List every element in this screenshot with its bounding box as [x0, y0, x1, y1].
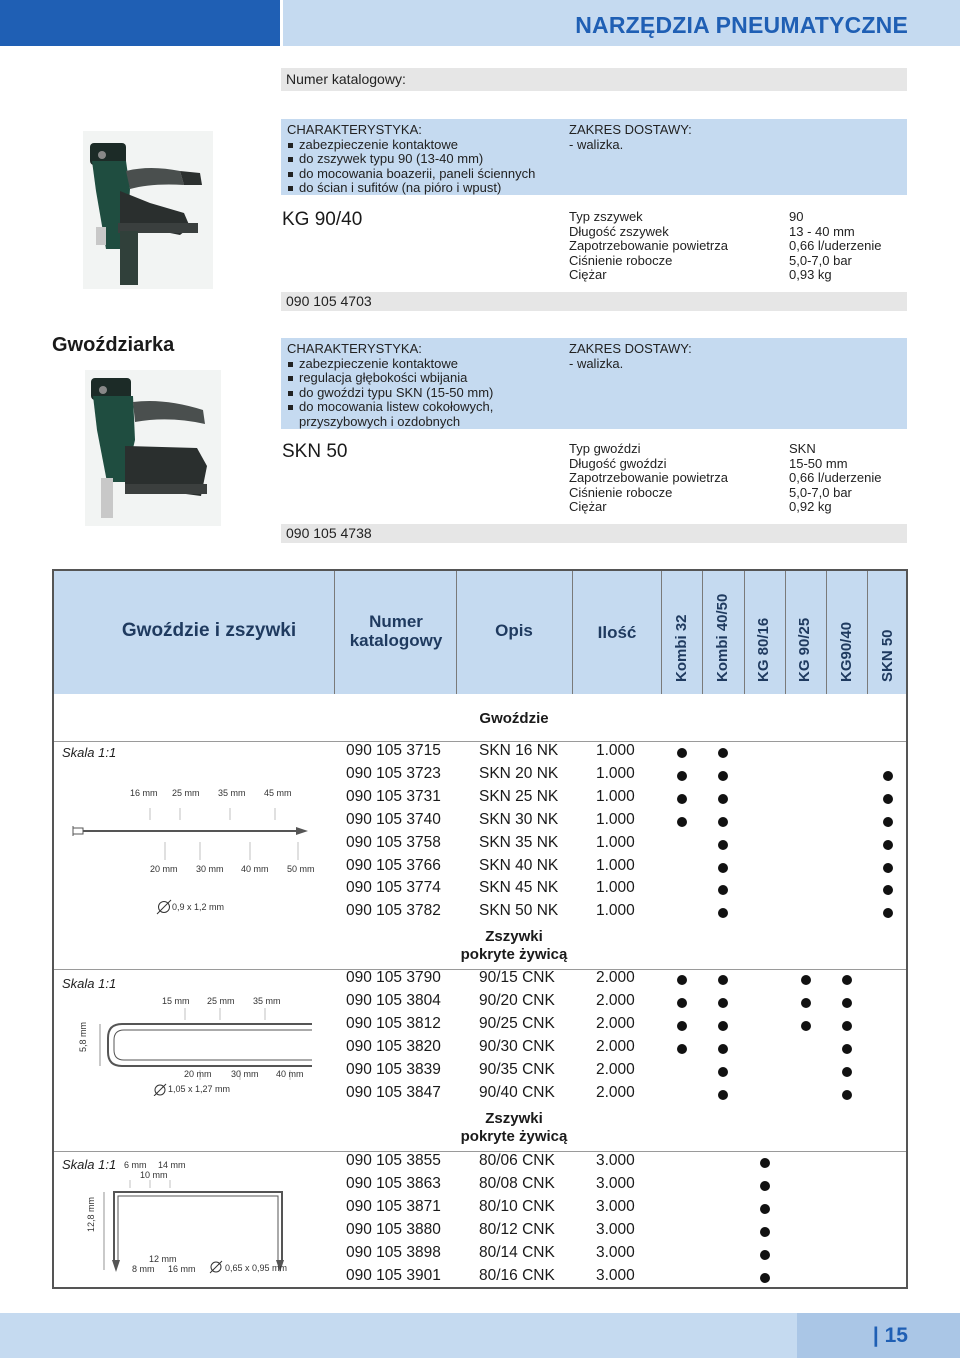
quantity-cell: 3.000 — [596, 1152, 635, 1169]
quantity-cell: 1.000 — [596, 879, 635, 897]
compatibility-dot — [883, 863, 893, 873]
delivery-item: - walizka. — [569, 355, 624, 371]
col-header-kg-90-25: KG 90/25 — [796, 617, 813, 682]
scale-label: Skala 1:1 — [62, 1157, 117, 1172]
quantity-cell: 1.000 — [596, 902, 635, 920]
table-row — [346, 834, 906, 857]
compatibility-dot — [677, 794, 687, 804]
catalog-number-cell: 090 105 3790 — [346, 969, 441, 986]
catalog-label: Numer katalogowy: — [286, 71, 406, 87]
description-cell: SKN 20 NK — [479, 764, 559, 782]
description-cell: 80/10 CNK — [479, 1197, 555, 1215]
quantity-cell: 3.000 — [596, 1174, 635, 1192]
group-subhead-staples-90: Zszywki pokryte żywicą — [460, 928, 568, 963]
header-accent-block — [0, 0, 280, 46]
table-title: Gwoździe i zszywki — [121, 620, 297, 641]
spec-value: 0,66 l/uderzenie — [789, 470, 882, 486]
gauge-label: 1,05 x 1,27 mm — [168, 1084, 231, 1094]
spec-label: Ciśnienie robocze — [569, 252, 673, 268]
header-divider — [826, 571, 827, 694]
header-divider — [661, 571, 662, 694]
quantity-cell: 1.000 — [596, 856, 635, 874]
header-divider — [572, 571, 573, 694]
col-header-kg90-40: KG90/40 — [838, 621, 855, 682]
description-cell: 80/14 CNK — [479, 1243, 555, 1261]
spec-value: 5,0-7,0 bar — [789, 252, 852, 268]
quantity-cell: 2.000 — [596, 969, 635, 986]
table-row — [346, 1175, 906, 1198]
compatibility-dot — [842, 998, 852, 1008]
catalog-number-cell: 090 105 3901 — [346, 1266, 441, 1284]
table-row — [346, 811, 906, 834]
delivery-title: ZAKRES DOSTAWY: — [569, 122, 692, 137]
quantity-cell: 2.000 — [596, 1083, 635, 1101]
quantity-cell: 3.000 — [596, 1220, 635, 1238]
table-row — [346, 1061, 906, 1084]
col-header-kg-80-16: KG 80/16 — [755, 617, 772, 682]
compatibility-dot — [842, 1090, 852, 1100]
table-row — [346, 1015, 906, 1038]
compatibility-dot — [718, 1021, 728, 1031]
compatibility-dot — [718, 794, 728, 804]
spec-label: Typ zszywek — [569, 209, 643, 224]
spec-values-skn50 — [789, 442, 882, 515]
catalog-number-cell: 090 105 3740 — [346, 810, 441, 828]
description-cell: SKN 40 NK — [479, 856, 559, 874]
compatibility-dot — [677, 1044, 687, 1054]
quantity-cell: 1.000 — [596, 742, 635, 759]
col-header-kombi-40-50: Kombi 40/50 — [714, 593, 731, 682]
feature-item: zabezpieczenie kontaktowe — [287, 138, 535, 153]
table-row — [346, 1198, 906, 1221]
description-cell: 90/35 CNK — [479, 1060, 555, 1078]
description-cell: SKN 50 NK — [479, 902, 559, 920]
spec-label: Długość gwoździ — [569, 455, 667, 471]
spec-label: Typ gwoździ — [569, 441, 641, 456]
dim-label: 15 mm — [162, 996, 190, 1006]
compatibility-dot — [677, 975, 687, 985]
catalog-code: 090 105 4738 — [286, 525, 372, 541]
spec-value: SKN — [789, 441, 816, 456]
spec-label: Długość zszywek — [569, 223, 669, 239]
compatibility-dot — [677, 998, 687, 1008]
page-title: NARZĘDZIA PNEUMATYCZNE — [575, 12, 908, 38]
group-subhead-staples-80: Zszywki pokryte żywicą — [460, 1110, 568, 1145]
scale-label: Skala 1:1 — [62, 976, 117, 991]
quantity-cell: 3.000 — [596, 1197, 635, 1215]
compatibility-dot — [718, 771, 728, 781]
spec-label: Ciśnienie robocze — [569, 484, 673, 500]
feature-item: do mocowania listew cokołowych, — [287, 400, 493, 415]
dim-label: 45 mm — [264, 788, 292, 798]
catalog-number-cell: 090 105 3731 — [346, 787, 441, 805]
compatibility-dot — [883, 908, 893, 918]
dim-label: 5,8 mm — [78, 1021, 88, 1052]
catalog-number-cell: 090 105 3782 — [346, 902, 441, 920]
catalog-code-bar-skn50 — [281, 524, 907, 543]
dim-label: 30 mm — [196, 864, 224, 874]
spec-value: 0,66 l/uderzenie — [789, 238, 882, 254]
compatibility-dot — [842, 975, 852, 985]
description-cell: SKN 45 NK — [479, 879, 559, 897]
catalog-number-cell: 090 105 3820 — [346, 1037, 441, 1055]
compatibility-dot — [718, 863, 728, 873]
dim-label: 16 mm — [130, 788, 158, 798]
description-cell: SKN 35 NK — [479, 833, 559, 851]
description-cell: SKN 25 NK — [479, 787, 559, 805]
spec-value: 15-50 mm — [789, 455, 848, 471]
dim-label: 25 mm — [172, 788, 200, 798]
description-cell: 90/25 CNK — [479, 1014, 555, 1032]
compatibility-dot — [760, 1204, 770, 1214]
quantity-cell: 3.000 — [596, 1266, 635, 1284]
catalog-number-cell: 090 105 3774 — [346, 879, 441, 897]
section-title: Gwoździarka — [52, 334, 175, 356]
description-cell: 80/08 CNK — [479, 1174, 555, 1192]
catalog-number-cell: 090 105 3855 — [346, 1152, 441, 1169]
dim-label: 20 mm — [184, 1069, 212, 1079]
description-cell: 90/30 CNK — [479, 1037, 555, 1055]
compatibility-dot — [842, 1021, 852, 1031]
compatibility-dot — [677, 771, 687, 781]
col-header-ilosc: Ilość — [597, 623, 637, 642]
compatibility-dot — [801, 975, 811, 985]
table-row — [346, 1038, 906, 1061]
spec-value: 5,0-7,0 bar — [789, 484, 852, 500]
table-row — [346, 1221, 906, 1244]
description-cell: 90/40 CNK — [479, 1083, 555, 1101]
catalog-code-bar-kg9040 — [281, 292, 907, 311]
description-cell: 80/16 CNK — [479, 1266, 555, 1284]
compatibility-dot — [718, 817, 728, 827]
dim-label: 8 mm — [132, 1264, 155, 1274]
catalog-number-cell: 090 105 3723 — [346, 764, 441, 782]
catalog-label-bar — [281, 68, 907, 91]
table-row — [346, 765, 906, 788]
catalog-number-cell: 090 105 3898 — [346, 1243, 441, 1261]
description-cell: SKN 30 NK — [479, 810, 559, 828]
catalog-number-cell: 090 105 3880 — [346, 1220, 441, 1238]
compatibility-dot — [718, 1044, 728, 1054]
feature-item-continued: przyszybowych i ozdobnych — [299, 413, 461, 429]
catalog-number-cell: 090 105 3715 — [346, 742, 441, 759]
product-skn50-features — [281, 338, 907, 429]
compatibility-dot — [718, 840, 728, 850]
compatibility-dot — [677, 1021, 687, 1031]
feature-item: zabezpieczenie kontaktowe — [287, 357, 493, 372]
compatibility-dot — [677, 748, 687, 758]
dim-label: 50 mm — [287, 864, 315, 874]
dim-label: 40 mm — [241, 864, 269, 874]
spec-label: Zapotrzebowanie powietrza — [569, 238, 728, 254]
diameter-icon — [209, 1260, 223, 1274]
spec-label: Ciężar — [569, 267, 607, 283]
table-row — [346, 902, 906, 925]
compatibility-dot — [718, 908, 728, 918]
quantity-cell: 2.000 — [596, 991, 635, 1009]
header-divider — [702, 571, 703, 694]
compatibility-dot — [883, 794, 893, 804]
dim-label: 16 mm — [168, 1264, 196, 1274]
description-cell: SKN 16 NK — [479, 742, 559, 759]
compatibility-dot — [760, 1273, 770, 1283]
compatibility-dot — [760, 1227, 770, 1237]
spec-values-kg9040 — [789, 210, 882, 283]
product-kg9040-features — [281, 119, 907, 195]
col-header-opis: Opis — [495, 621, 533, 640]
catalog-code: 090 105 4703 — [286, 293, 372, 309]
table-row — [346, 857, 906, 880]
table-row — [346, 1152, 906, 1175]
spec-value: 90 — [789, 209, 804, 224]
feature-item: do mocowania boazerii, paneli ściennych — [287, 167, 535, 182]
compatibility-dot — [677, 817, 687, 827]
catalog-number-cell: 090 105 3871 — [346, 1197, 441, 1215]
quantity-cell: 1.000 — [596, 833, 635, 851]
characteristics-title: CHARAKTERYSTYKA: — [287, 341, 422, 356]
compatibility-dot — [718, 885, 728, 895]
table-row — [346, 1244, 906, 1267]
quantity-cell: 1.000 — [596, 787, 635, 805]
dim-label: 10 mm — [140, 1170, 168, 1180]
compatibility-dot — [883, 817, 893, 827]
quantity-cell: 1.000 — [596, 810, 635, 828]
nailer-skn50-image — [85, 370, 223, 528]
model-name-kg9040: KG 90/40 — [282, 209, 363, 230]
dim-label: 35 mm — [218, 788, 246, 798]
compatibility-dot — [842, 1044, 852, 1054]
page-number: | 15 — [872, 1324, 908, 1347]
quantity-cell: 2.000 — [596, 1014, 635, 1032]
quantity-cell: 3.000 — [596, 1243, 635, 1261]
spec-value: 13 - 40 mm — [789, 223, 855, 239]
compatibility-dot — [760, 1250, 770, 1260]
compatibility-dot — [718, 998, 728, 1008]
dim-label: 40 mm — [276, 1069, 304, 1079]
gauge-label: 0,9 x 1,2 mm — [172, 902, 225, 912]
header-divider — [334, 571, 335, 694]
header-divider — [456, 571, 457, 694]
spec-label: Zapotrzebowanie powietrza — [569, 470, 728, 486]
catalog-number-cell: 090 105 3839 — [346, 1060, 441, 1078]
compatibility-dot — [760, 1158, 770, 1168]
spec-value: 0,92 kg — [789, 499, 832, 515]
scale-label: Skala 1:1 — [62, 745, 117, 760]
compatibility-dot — [883, 840, 893, 850]
quantity-cell: 2.000 — [596, 1060, 635, 1078]
table-row — [346, 1084, 906, 1107]
stapler-kg9040-image — [80, 131, 216, 291]
spec-label: Ciężar — [569, 499, 607, 515]
catalog-number-cell: 090 105 3812 — [346, 1014, 441, 1032]
table-row — [346, 879, 906, 902]
compatibility-dot — [718, 748, 728, 758]
compatibility-dot — [760, 1181, 770, 1191]
feature-item: do zszywek typu 90 (13-40 mm) — [287, 152, 535, 167]
header-divider — [867, 571, 868, 694]
spec-labels-skn50 — [569, 442, 728, 515]
delivery-title: ZAKRES DOSTAWY: — [569, 341, 692, 356]
header-divider — [785, 571, 786, 694]
table-row — [346, 992, 906, 1015]
dim-label: 12 mm — [149, 1254, 177, 1264]
col-header-skn-50: SKN 50 — [879, 629, 896, 682]
table-row — [346, 742, 906, 765]
catalog-number-cell: 090 105 3758 — [346, 833, 441, 851]
compatibility-dot — [718, 975, 728, 985]
compatibility-dot — [801, 1021, 811, 1031]
dim-label: 30 mm — [231, 1069, 259, 1079]
table-row — [346, 788, 906, 811]
compatibility-dot — [718, 1067, 728, 1077]
delivery-item: - walizka. — [569, 136, 624, 152]
compatibility-dot — [883, 885, 893, 895]
feature-item-continued: do ścian i sufitów (na pióro i wpust) — [287, 181, 535, 196]
description-cell: 80/06 CNK — [479, 1152, 555, 1169]
col-header-numer: Numer katalogowy — [349, 612, 443, 650]
staple-90-diagram — [80, 1006, 320, 1096]
compatibility-dot — [718, 1090, 728, 1100]
col-header-kombi-32: Kombi 32 — [673, 614, 690, 682]
table-row — [346, 1267, 906, 1290]
gauge-label: 0,65 x 0,95 mm — [225, 1263, 288, 1273]
dim-label: 20 mm — [150, 864, 178, 874]
quantity-cell: 1.000 — [596, 764, 635, 782]
spec-labels-kg9040 — [569, 210, 728, 283]
catalog-number-cell: 090 105 3766 — [346, 856, 441, 874]
dim-label: 12,8 mm — [86, 1196, 96, 1232]
dim-label: 25 mm — [207, 996, 235, 1006]
description-cell: 90/20 CNK — [479, 991, 555, 1009]
dim-label: 35 mm — [253, 996, 281, 1006]
compatibility-dot — [883, 771, 893, 781]
dim-label: 14 mm — [158, 1160, 186, 1170]
group-subhead-nails: Gwoździe — [479, 710, 549, 727]
catalog-number-cell: 090 105 3847 — [346, 1083, 441, 1101]
quantity-cell: 2.000 — [596, 1037, 635, 1055]
feature-item: do gwoździ typu SKN (15-50 mm) — [287, 386, 493, 401]
compatibility-dot — [842, 1067, 852, 1077]
spec-value: 0,93 kg — [789, 267, 832, 283]
feature-item: regulacja głębokości wbijania — [287, 371, 493, 386]
model-name-skn50: SKN 50 — [282, 441, 348, 462]
description-cell: 80/12 CNK — [479, 1220, 555, 1238]
header-divider — [744, 571, 745, 694]
compatibility-dot — [801, 998, 811, 1008]
catalog-number-cell: 090 105 3804 — [346, 991, 441, 1009]
dim-label: 6 mm — [124, 1160, 147, 1170]
characteristics-title: CHARAKTERYSTYKA: — [287, 122, 422, 137]
catalog-number-cell: 090 105 3863 — [346, 1174, 441, 1192]
table-row — [346, 969, 906, 992]
description-cell: 90/15 CNK — [479, 969, 555, 986]
